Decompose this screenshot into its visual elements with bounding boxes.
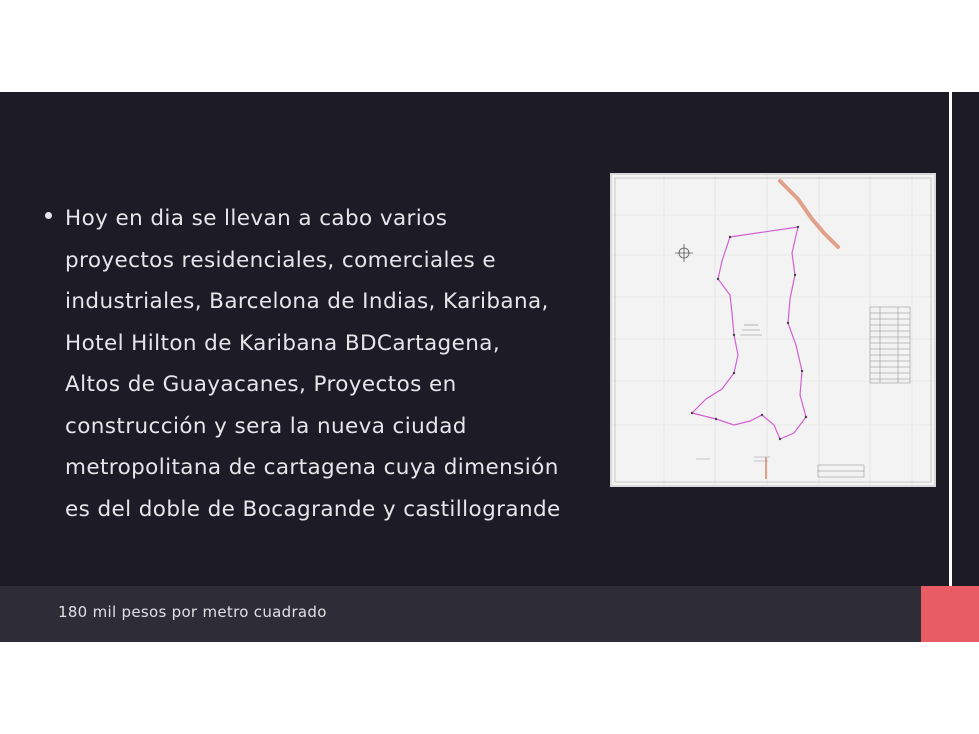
footer-price-text: 180 mil pesos por metro cuadrado <box>58 603 327 621</box>
bullet-text: Hoy en dia se llevan a cabo varios proyectos residenciales, comerciales e industriales, Barcelona de Indias, Karibana, Hotel Hilton de Karibana BDCartagena, Altos de Guayacanes, Proyectos en construcción y sera la nueva ciudad metropolitana de cartagena cuya dimensión es del doble de Bocagrande y castillogrande <box>65 206 561 522</box>
bullet-dot <box>45 212 52 219</box>
compass-icon <box>675 244 693 262</box>
slide-divider-line <box>949 92 952 586</box>
site-plan-image <box>610 173 936 487</box>
accent-block <box>921 586 979 642</box>
slide <box>0 92 979 642</box>
site-plan-drawing <box>612 175 934 485</box>
coordinate-table <box>870 307 910 383</box>
footer-bar <box>0 586 921 642</box>
